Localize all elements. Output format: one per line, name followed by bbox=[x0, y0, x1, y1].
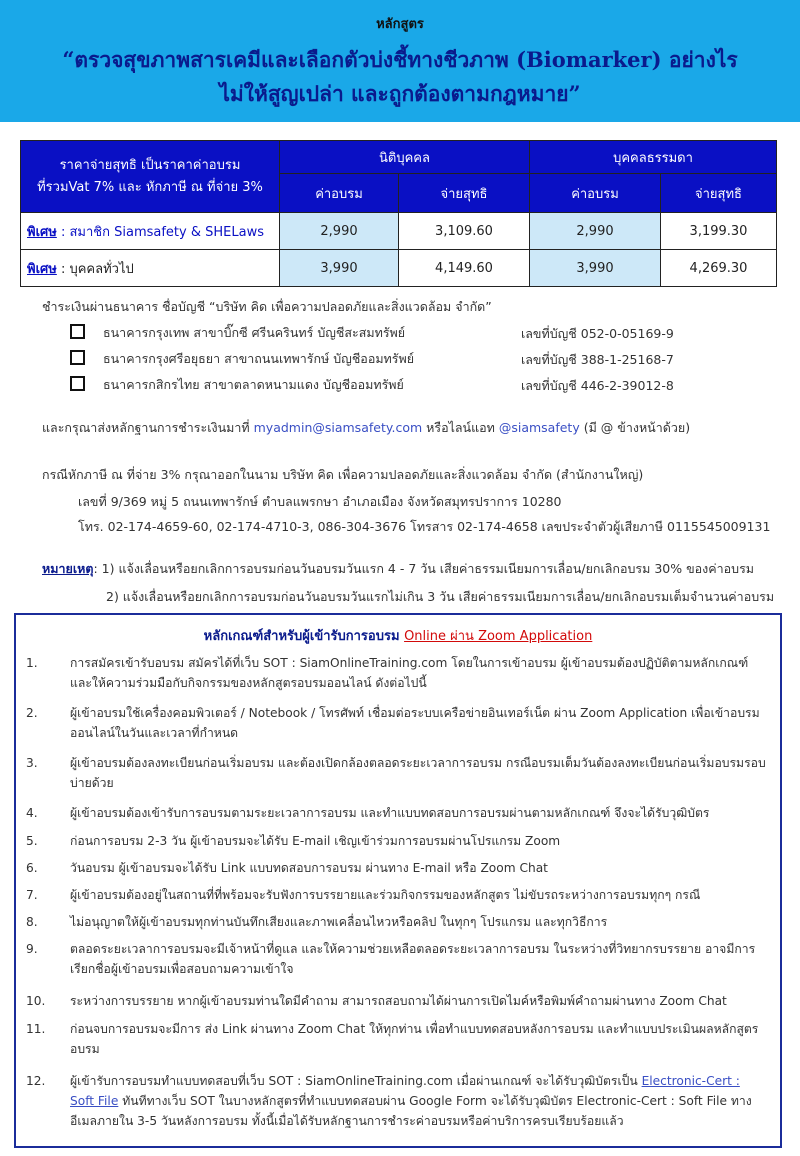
rule-number: 1. bbox=[26, 656, 38, 670]
bank-account: เลขที่บัญชี 446-2-39012-8 bbox=[521, 378, 674, 393]
rule-text: การสมัครเข้ารับอบรม สมัครได้ที่เว็บ SOT : SiamOnlineTraining.com โดยในการเข้าอบรม ผู้เข้าอบรมต้องปฏิบัติตามหลักเกณฑ์และให้ความร่วมมือกับกิจกรรมของหลักสูตรอบรมออนไลน์ ดังต่อไปนี้ bbox=[70, 656, 749, 690]
evidence-line bbox=[42, 418, 690, 438]
group-individual: บุคคลธรรมดา bbox=[530, 141, 777, 174]
checkbox-icon bbox=[70, 376, 85, 391]
individual-fee: 2,990 bbox=[530, 213, 661, 250]
rule-text: ระหว่างการบรรยาย หากผู้เข้าอบรมท่านใดมีคำถาม สามารถสอบถามได้ผ่านการเปิดไมค์หรือพิมพ์คำถามผ่านทาง Zoom Chat bbox=[70, 994, 727, 1008]
rule-item bbox=[26, 753, 766, 793]
special-tag: พิเศษ bbox=[27, 224, 57, 240]
row-label-text: : บุคคลทั่วไป bbox=[56, 261, 134, 277]
col-juristic-net: จ่ายสุทธิ bbox=[399, 174, 530, 213]
rule-item bbox=[26, 912, 766, 932]
row-label bbox=[21, 250, 280, 287]
rule-text: ตลอดระยะเวลาการอบรมจะมีเจ้าหน้าที่ดูแล และให้ความช่วยเหลือตลอดระยะเวลาการอบรม ในระหว่างที่วิทยากรบรรยาย อาจมีการเรียกชื่อผู้เข้าอบรมเพื่อสอบถามความเข้าใจ bbox=[70, 942, 756, 976]
line-id-link[interactable]: @siamsafety bbox=[498, 420, 580, 435]
rules-title-highlight: Online ผ่าน Zoom Application bbox=[404, 629, 593, 644]
course-header bbox=[0, 0, 800, 122]
remark-1 bbox=[42, 559, 754, 579]
rule-item bbox=[26, 703, 766, 743]
rule-item bbox=[26, 1071, 766, 1131]
course-title-line2: ไม่ให้สูญเปล่า และถูกต้องตามกฎหมาย” bbox=[219, 81, 581, 106]
payment-intro: ชำระเงินผ่านธนาคาร ชื่อบัญชี “บริษัท คิด เพื่อความปลอดภัยและสิ่งแวดล้อม จำกัด” bbox=[42, 299, 492, 314]
rule-item bbox=[26, 885, 766, 905]
rule-number: 6. bbox=[26, 861, 38, 875]
rules-title-text: หลักเกณฑ์สำหรับผู้เข้ารับการอบรม bbox=[203, 629, 405, 644]
rule-text: วันอบรม ผู้เข้าอบรมจะได้รับ Link แบบทดสอบการอบรม ผ่านทาง E-mail หรือ Zoom Chat bbox=[70, 861, 548, 875]
rule-item bbox=[26, 858, 766, 878]
rule-number: 10. bbox=[26, 994, 46, 1008]
evidence-email-link[interactable]: myadmin@siamsafety.com bbox=[253, 420, 423, 435]
col-individual-fee: ค่าอบรม bbox=[530, 174, 661, 213]
rule-text: ไม่อนุญาตให้ผู้เข้าอบรมทุกท่านบันทึกเสียงและภาพเคลื่อนไหวหรือคลิป ในทุกๆ โปรแกรม และทุกวิธีการ bbox=[70, 915, 608, 929]
individual-net: 4,269.30 bbox=[661, 250, 777, 287]
table-row bbox=[21, 213, 777, 250]
online-rules-box bbox=[14, 613, 782, 1148]
rule-number: 8. bbox=[26, 915, 38, 929]
col-individual-net: จ่ายสุทธิ bbox=[661, 174, 777, 213]
bank-name: ธนาคารกรุงเทพ สาขาบิ๊กซี ศรีนครินทร์ บัญชีสะสมทรัพย์ bbox=[103, 325, 406, 340]
price-table bbox=[20, 140, 777, 287]
rule-item bbox=[26, 991, 766, 1011]
rule-number: 4. bbox=[26, 806, 38, 820]
company-address: เลขที่ 9/369 หมู่ 5 ถนนเทพารักษ์ ตำบลแพรกษา อำเภอเมือง จังหวัดสมุทรปราการ 10280 bbox=[78, 494, 562, 509]
rules-title bbox=[16, 625, 780, 646]
bank-account: เลขที่บัญชี 388-1-25168-7 bbox=[521, 352, 674, 367]
row-label bbox=[21, 213, 280, 250]
rule-item bbox=[26, 1019, 766, 1059]
juristic-net: 4,149.60 bbox=[399, 250, 530, 287]
individual-net: 3,199.30 bbox=[661, 213, 777, 250]
col-juristic-fee: ค่าอบรม bbox=[280, 174, 399, 213]
price-note bbox=[21, 141, 280, 213]
rule-number: 5. bbox=[26, 834, 38, 848]
rule-number: 12. bbox=[26, 1074, 46, 1088]
rule-number: 3. bbox=[26, 756, 38, 770]
price-note-line2: ที่รวมVat 7% และ หักภาษี ณ ที่จ่าย 3% bbox=[37, 179, 263, 195]
rule-text: ผู้เข้าอบรมใช้เครื่องคอมพิวเตอร์ / Notebook / โทรศัพท์ เชื่อมต่อระบบเครือข่ายอินเทอร์เน็ต ผ่าน Zoom Application เพื่อเข้าอบรมออนไลน์ในวันและเวลาที่กำหนด bbox=[70, 706, 760, 740]
juristic-fee: 2,990 bbox=[280, 213, 399, 250]
rule-text: ผู้เข้าอบรมต้องอยู่ในสถานที่ที่พร้อมจะรับฟังการบรรยายและร่วมกิจกรรมของหลักสูตร ไม่ขับรถระหว่างการอบรมทุกๆ กรณี bbox=[70, 888, 701, 902]
rule-number: 2. bbox=[26, 706, 38, 720]
remark-1-text: : 1) แจ้งเลื่อนหรือยกเลิกการอบรมก่อนวันอบรมวันแรก 4 - 7 วัน เสียค่าธรรมเนียมการเลื่อน/ยกเลิกอบรม 30% ของค่าอบรม bbox=[93, 561, 755, 576]
bank-name: ธนาคารกสิกรไทย สาขาตลาดหนามแดง บัญชีออมทรัพย์ bbox=[103, 377, 404, 392]
evidence-prefix: และกรุณาส่งหลักฐานการชำระเงินมาที่ bbox=[42, 420, 254, 435]
bank-item bbox=[70, 375, 404, 395]
rule-text bbox=[70, 1071, 766, 1131]
course-title-line1: “ตรวจสุขภาพสารเคมีและเลือกตัวบ่งชี้ทางชีวภาพ (Biomarker) อย่างไร bbox=[62, 47, 738, 72]
electronic-cert-link[interactable]: Electronic-Cert : Soft File bbox=[70, 1074, 740, 1108]
juristic-fee: 3,990 bbox=[280, 250, 399, 287]
rule-item bbox=[26, 653, 766, 693]
bank-item bbox=[70, 349, 414, 369]
rule-12-part-a: ผู้เข้ารับการอบรมทำแบบทดสอบที่เว็บ SOT : SiamOnlineTraining.com เมื่อผ่านเกณฑ์ จะได้รับวุฒิบัตรเป็น bbox=[70, 1074, 642, 1088]
evidence-mid: หรือไลน์แอท bbox=[422, 420, 499, 435]
bank-item bbox=[70, 323, 405, 343]
special-tag: พิเศษ bbox=[27, 261, 57, 277]
bank-name: ธนาคารกรุงศรีอยุธยา สาขาถนนเทพารักษ์ บัญชีออมทรัพย์ bbox=[103, 351, 415, 366]
rule-number: 7. bbox=[26, 888, 38, 902]
tax-line: กรณีหักภาษี ณ ที่จ่าย 3% กรุณาออกในนาม บริษัท คิด เพื่อความปลอดภัยและสิ่งแวดล้อม จำกัด (สำนักงานใหญ่) bbox=[42, 467, 644, 482]
rule-12-part-b: ทันทีทางเว็บ SOT ในบางหลักสูตรที่ทำแบบทดสอบผ่าน Google Form จะได้รับวุฒิบัตร Electronic-Cert : Soft File ทางอีเมลภายใน 3-5 วันหลังการอบรม ทั้งนี้เมื่อได้รับหลักฐานการชำระค่าอบรมหรือค่าบริการครบเรียบร้อยแล้ว bbox=[70, 1094, 752, 1128]
rule-item bbox=[26, 831, 766, 851]
rule-number: 11. bbox=[26, 1022, 46, 1036]
individual-fee: 3,990 bbox=[530, 250, 661, 287]
checkbox-icon bbox=[70, 324, 85, 339]
price-note-line1: ราคาจ่ายสุทธิ เป็นราคาค่าอบรม bbox=[59, 157, 241, 173]
rule-text: ก่อนการอบรม 2-3 วัน ผู้เข้าอบรมจะได้รับ E-mail เชิญเข้าร่วมการอบรมผ่านโปรแกรม Zoom bbox=[70, 834, 561, 848]
rule-text: ก่อนจบการอบรมจะมีการ ส่ง Link ผ่านทาง Zoom Chat ให้ทุกท่าน เพื่อทำแบบทดสอบหลังการอบรม และทำแบบประเมินผลหลักสูตรอบรม bbox=[70, 1022, 759, 1056]
remark-label: หมายเหตุ bbox=[42, 561, 94, 576]
bank-account: เลขที่บัญชี 052-0-05169-9 bbox=[521, 326, 674, 341]
rule-number: 9. bbox=[26, 942, 38, 956]
checkbox-icon bbox=[70, 350, 85, 365]
table-row bbox=[21, 250, 777, 287]
remark-2: 2) แจ้งเลื่อนหรือยกเลิกการอบรมก่อนวันอบรมวันแรกไม่เกิน 3 วัน เสียค่าธรรมเนียมการเลื่อน/ยกเลิกอบรมเต็มจำนวนค่าอบรม bbox=[106, 589, 775, 604]
rule-text: ผู้เข้าอบรมต้องลงทะเบียนก่อนเริ่มอบรม และต้องเปิดกล้องตลอดระยะเวลาการอบรม กรณีอบรมเต็มวันต้องลงทะเบียนก่อนเริ่มอบรมรอบบ่ายด้วย bbox=[70, 756, 766, 790]
rule-text: ผู้เข้าอบรมต้องเข้ารับการอบรมตามระยะเวลาการอบรม และทำแบบทดสอบการอบรมผ่านตามหลักเกณฑ์ จึงจะได้รับวุฒิบัตร bbox=[70, 806, 710, 820]
juristic-net: 3,109.60 bbox=[399, 213, 530, 250]
evidence-suffix: (มี @ ข้างหน้าด้วย) bbox=[579, 420, 691, 435]
rule-item bbox=[26, 939, 766, 979]
rule-item bbox=[26, 803, 766, 823]
company-contact: โทร. 02-174-4659-60, 02-174-4710-3, 086-304-3676 โทรสาร 02-174-4658 เลขประจำตัวผู้เสียภาษี 0115545009131 bbox=[78, 519, 771, 534]
row-label-text: : สมาชิก Siamsafety & SHELaws bbox=[56, 224, 264, 240]
group-juristic: นิติบุคคล bbox=[280, 141, 530, 174]
course-label: หลักสูตร bbox=[376, 17, 424, 32]
